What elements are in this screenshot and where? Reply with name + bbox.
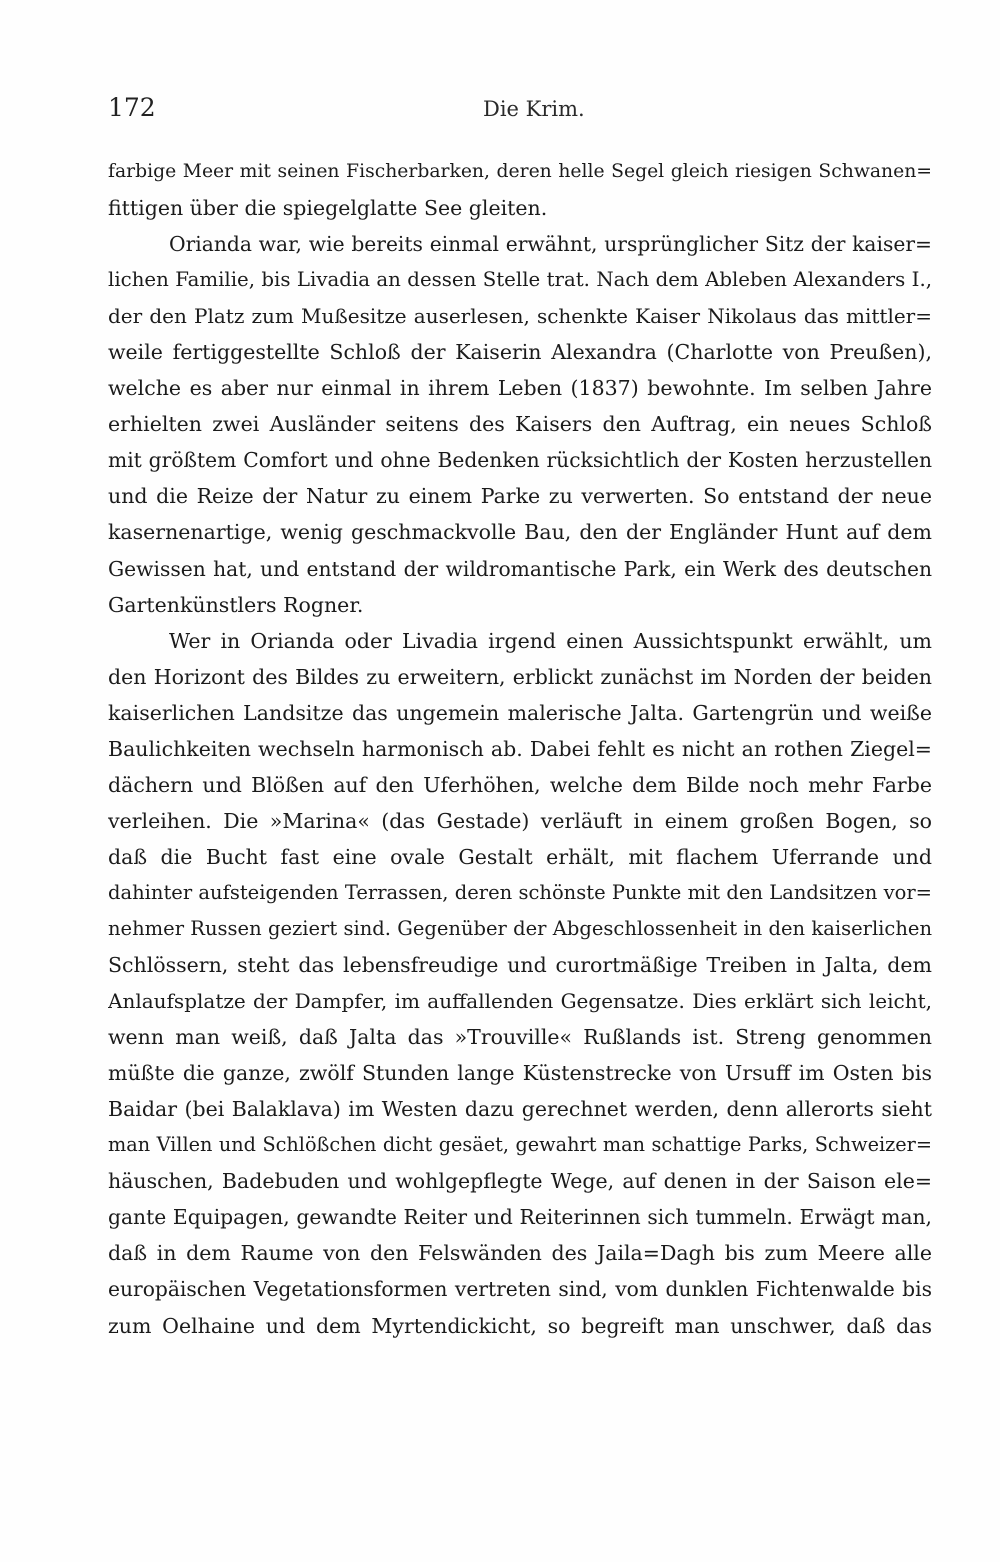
text-line: verleihen. Die »Marina« (das Gestade) verläuft in einem großen Bogen, so — [108, 808, 932, 833]
text-line: Gartenkünstlers Rogner. — [108, 592, 364, 617]
text-line: Baulichkeiten wechseln harmonisch ab. Dabei fehlt es nicht an rothen Ziegel= — [108, 736, 932, 761]
text-line: Wer in Orianda oder Livadia irgend einen Aussichtspunkt erwählt, um — [169, 628, 932, 653]
text-line: Schlössern, steht das lebensfreudige und curortmäßige Treiben in Jalta, dem — [108, 953, 932, 978]
text-line: daß die Bucht fast eine ovale Gestalt erhält, mit flachem Uferrande und — [108, 844, 932, 869]
text-line: dahinter aufsteigenden Terrassen, deren schönste Punkte mit den Landsitzen vor= — [108, 880, 932, 904]
text-line: man Villen und Schlößchen dicht gesäet, gewahrt man schattige Parks, Schweizer= — [108, 1133, 932, 1157]
text-line: Anlaufsplatze der Dampfer, im auffallenden Gegensatze. Dies erklärt sich leicht, — [108, 989, 932, 1014]
text-line: erhielten zwei Ausländer seitens des Kaisers den Auftrag, ein neues Schloß — [108, 412, 932, 437]
text-line: fittigen über die spiegelglatte See gleiten. — [108, 196, 548, 221]
text-line: kasernenartige, wenig geschmackvolle Bau, den der Engländer Hunt auf dem — [108, 520, 932, 545]
text-line: zum Oelhaine und dem Myrtendickicht, so begreift man unschwer, daß das — [108, 1313, 932, 1338]
text-line: den Horizont des Bildes zu erweitern, erblickt zunächst im Norden der beiden — [108, 664, 932, 689]
text-line: weile fertiggestellte Schloß der Kaiserin Alexandra (Charlotte von Preußen), — [108, 340, 932, 365]
text-line: Orianda war, wie bereits einmal erwähnt, ursprünglicher Sitz der kaiser= — [169, 232, 932, 257]
page-number: 172 — [108, 93, 156, 122]
page-header — [108, 92, 932, 128]
text-line: kaiserlichen Landsitze das ungemein malerische Jalta. Gartengrün und weiße — [108, 700, 932, 725]
text-line: der den Platz zum Mußesitze auserlesen, schenkte Kaiser Nikolaus das mittler= — [108, 304, 932, 329]
text-line: nehmer Russen geziert sind. Gegenüber der Abgeschlossenheit in den kaiserlichen — [108, 916, 932, 940]
text-line: häuschen, Badebuden und wohlgepflegte Wege, auf denen in der Saison ele= — [108, 1169, 932, 1194]
text-line: farbige Meer mit seinen Fischerbarken, deren helle Segel gleich riesigen Schwanen= — [108, 161, 932, 182]
text-line: wenn man weiß, daß Jalta das »Trouville« Rußlands ist. Streng genommen — [108, 1025, 932, 1050]
text-line: europäischen Vegetationsformen vertreten sind, vom dunklen Fichtenwalde bis — [108, 1277, 932, 1302]
text-line: lichen Familie, bis Livadia an dessen Stelle trat. Nach dem Ableben Alexanders I., — [108, 268, 932, 292]
text-line: dächern und Blößen auf den Uferhöhen, welche dem Bilde noch mehr Farbe — [108, 772, 932, 797]
text-line: mit größtem Comfort und ohne Bedenken rücksichtlich der Kosten herzustellen — [108, 448, 932, 473]
text-line: gante Equipagen, gewandte Reiter und Reiterinnen sich tummeln. Erwägt man, — [108, 1205, 932, 1230]
text-line: Baidar (bei Balaklava) im Westen dazu gerechnet werden, denn allerorts sieht — [108, 1097, 932, 1122]
text-line: Gewissen hat, und entstand der wildromantische Park, ein Werk des deutschen — [108, 556, 932, 581]
text-line: und die Reize der Natur zu einem Parke zu verwerten. So entstand der neue — [108, 484, 932, 509]
text-line: welche es aber nur einmal in ihrem Leben (1837) bewohnte. Im selben Jahre — [108, 376, 932, 401]
text-line: müßte die ganze, zwölf Stunden lange Küstenstrecke von Ursuff im Osten bis — [108, 1061, 932, 1086]
running-title: Die Krim. — [483, 97, 585, 121]
body-text — [108, 154, 932, 1344]
text-line: daß in dem Raume von den Felswänden des Jaila=Dagh bis zum Meere alle — [108, 1241, 932, 1266]
